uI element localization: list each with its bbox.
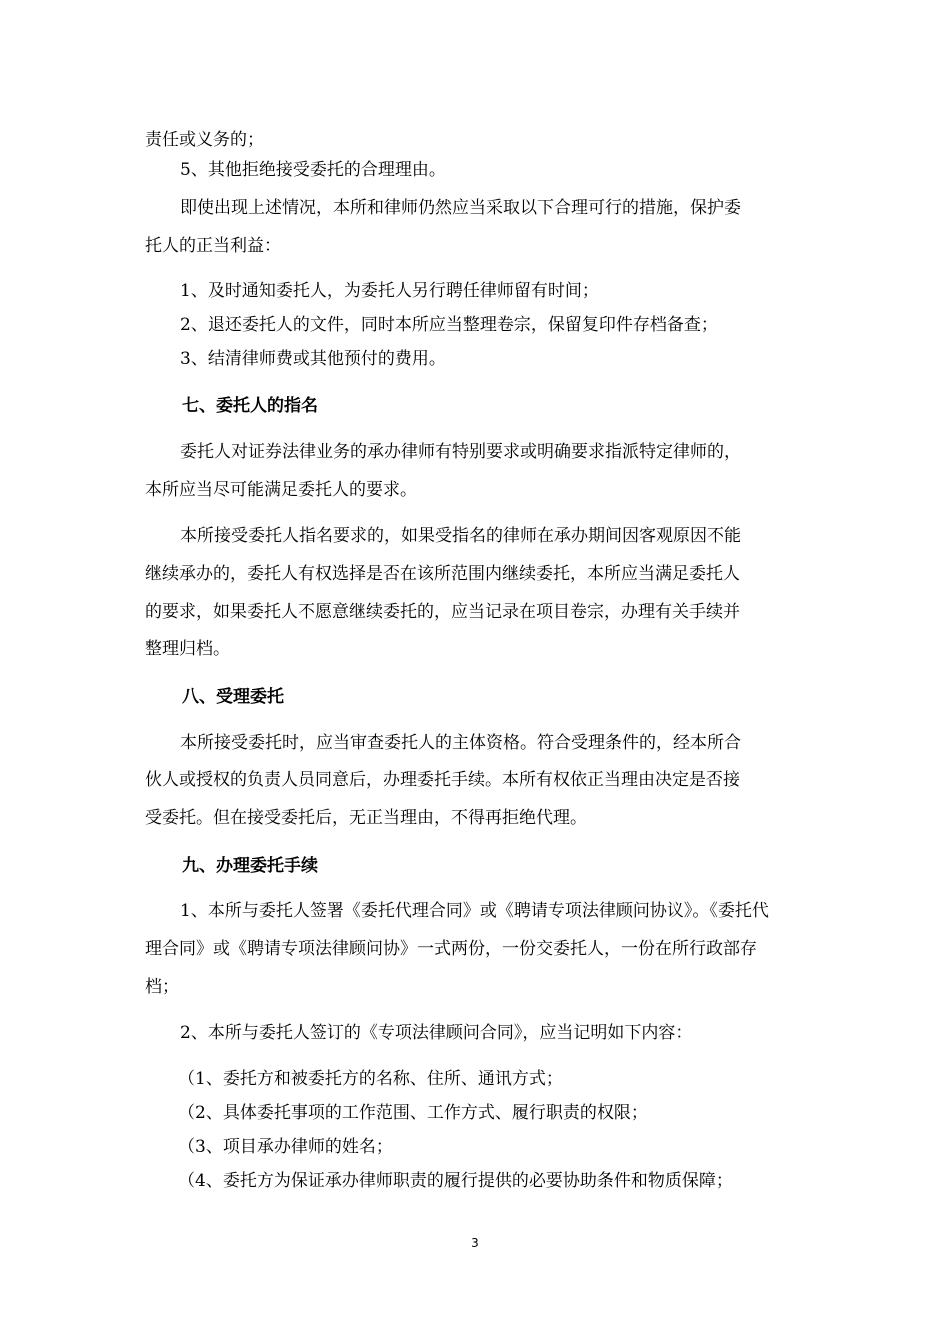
paragraph-line: 委托人对证券法律业务的承办律师有特别要求或明确要求指派特定律师的， [180,442,741,462]
paragraph-line: 1、本所与委托人签署《委托代理合同》或《聘请专项法律顾问协议》。《委托代 [180,901,769,921]
paragraph-line: 托人的正当利益： [145,236,281,256]
list-item: （1、委托方和被委托方的名称、住所、通讯方式； [178,1069,563,1089]
page-number: 3 [471,1236,479,1250]
list-item: （4、委托方为保证承办律师职责的履行提供的必要协助条件和物质保障； [178,1171,733,1191]
paragraph-line: 的要求，如果委托人不愿意继续委托的，应当记录在项目卷宗，办理有关手续并 [145,602,740,622]
paragraph-line: 2、本所与委托人签订的《专项法律顾问合同》，应当记明如下内容： [180,1023,693,1043]
list-item: 2、退还委托人的文件，同时本所应当整理卷宗，保留复印件存档备查； [180,315,718,335]
paragraph-line: 受委托。但在接受委托后，无正当理由，不得再拒绝代理。 [145,808,587,828]
body-line: 责任或义务的； [145,130,264,150]
section-heading: 九、办理委托手续 [182,856,318,876]
paragraph-line: 本所应当尽可能满足委托人的要求。 [145,480,417,500]
paragraph-line: 即使出现上述情况，本所和律师仍然应当采取以下合理可行的措施，保护委 [180,198,741,218]
list-item: 1、及时通知委托人，为委托人另行聘任律师留有时间； [180,281,599,301]
paragraph-line: 本所接受委托人指名要求的，如果受指名的律师在承办期间因客观原因不能 [180,526,741,546]
paragraph-line: 继续承办的，委托人有权选择是否在该所范围内继续委托，本所应当满足委托人 [145,564,740,584]
paragraph-line: 本所接受委托时，应当审查委托人的主体资格。符合受理条件的，经本所合 [180,733,741,753]
list-item: 5、其他拒绝接受委托的合理理由。 [180,160,446,180]
list-item: 3、结清律师费或其他预付的费用。 [180,349,446,369]
paragraph-line: 伙人或授权的负责人员同意后，办理委托手续。本所有权依正当理由决定是否接 [145,770,740,790]
paragraph-line: 整理归档。 [145,639,230,659]
section-heading: 七、委托人的指名 [182,396,318,416]
paragraph-line: 档； [145,977,179,997]
section-heading: 八、受理委托 [182,687,284,707]
paragraph-line: 理合同》或《聘请专项法律顾问协》一式两份，一份交委托人，一份在所行政部存 [145,939,757,959]
list-item: （2、具体委托事项的工作范围、工作方式、履行职责的权限； [178,1103,648,1123]
list-item: （3、项目承办律师的姓名； [178,1137,393,1157]
